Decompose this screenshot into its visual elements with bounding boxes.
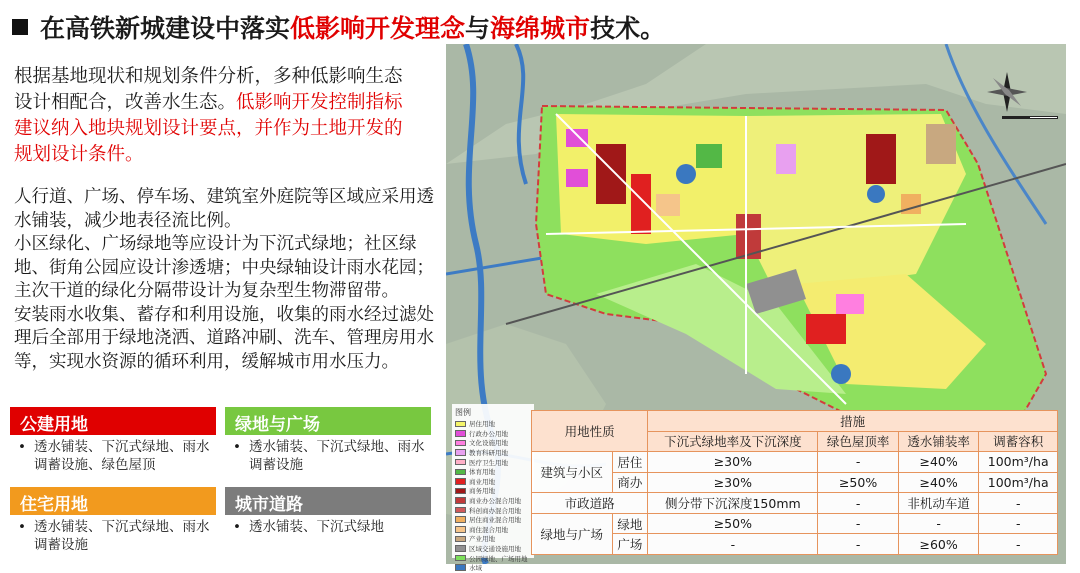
table-cell: ≥60% xyxy=(898,534,979,555)
measures-text xyxy=(14,186,434,374)
group-label: 建筑与小区 xyxy=(532,452,613,493)
legend-swatch-icon xyxy=(455,545,466,552)
map-legend xyxy=(452,404,534,573)
legend-item xyxy=(455,496,531,506)
legend-item xyxy=(455,438,531,448)
legend-label: 产业用地 xyxy=(469,535,495,544)
legend-label: 公园绿地、广场用地 xyxy=(469,554,528,563)
intro-highlight-text: 低影响开发控制指标建议纳入地块规划设计要点，并作为土地开发的规划设计条件。 xyxy=(14,92,403,165)
row-sub-label: 商办 xyxy=(612,472,648,493)
title-part-3: 与 xyxy=(465,14,491,43)
subheader: 调蓄容积 xyxy=(979,431,1058,452)
legend-swatch-icon xyxy=(455,459,466,466)
measure-paragraph: 人行道、广场、停车场、建筑室外庭院等区域应采用透水铺装，减少地表径流比例。 xyxy=(14,187,434,231)
legend-item xyxy=(455,486,531,496)
group-label: 绿地与广场 xyxy=(532,513,613,554)
legend-label: 体育用地 xyxy=(469,468,495,477)
title-part-5: 技术。 xyxy=(590,14,666,43)
legend-item xyxy=(455,563,531,573)
legend-swatch-icon xyxy=(455,449,466,456)
table-cell: - xyxy=(818,513,899,534)
legend-label: 区域交通设施用地 xyxy=(469,545,521,554)
legend-swatch-icon xyxy=(455,555,466,562)
legend-swatch-icon xyxy=(455,430,466,437)
card-title: 住宅用地 xyxy=(10,487,216,515)
legend-item xyxy=(455,505,531,515)
card-green-square xyxy=(225,407,431,474)
legend-item xyxy=(455,477,531,487)
legend-label: 水域 xyxy=(469,564,482,573)
legend-item xyxy=(455,457,531,467)
card-public-building xyxy=(10,407,216,474)
subheader: 绿色屋顶率 xyxy=(818,431,899,452)
legend-item xyxy=(455,515,531,525)
intro-paragraph xyxy=(14,64,419,168)
row-sub-label: 居住 xyxy=(612,452,648,473)
legend-label: 文化设施用地 xyxy=(469,439,508,448)
north-arrow-icon xyxy=(985,70,1029,114)
table-cell: - xyxy=(818,534,899,555)
legend-swatch-icon xyxy=(455,516,466,523)
table-cell: 侧分带下沉深度150mm xyxy=(648,493,818,514)
header-land-type: 用地性质 xyxy=(532,411,648,452)
header-measures: 措施 xyxy=(648,411,1058,432)
table-cell: - xyxy=(648,534,818,555)
table-cell: ≥40% xyxy=(898,452,979,473)
legend-item xyxy=(455,544,531,554)
title-highlight-sponge-city: 海绵城市 xyxy=(490,14,591,43)
subheader: 透水铺装率 xyxy=(898,431,979,452)
measure-paragraph: 安装雨水收集、蓄存和利用设施，收集的雨水经过滤处理后全部用于绿地浇洒、道路冲刷、洗车、管理房用水等，实现水资源的循环利用，缓解城市用水压力。 xyxy=(14,304,434,372)
legend-label: 商业办公混合用地 xyxy=(469,497,521,506)
legend-label: 商务用地 xyxy=(469,487,495,496)
card-item: • 透水铺装、下沉式绿地、雨水调蓄设施、绿色屋顶 xyxy=(18,438,216,474)
table-cell: 非机动车道 xyxy=(898,493,979,514)
card-title: 公建用地 xyxy=(10,407,216,435)
legend-label: 居住商业混合用地 xyxy=(469,516,521,525)
legend-item xyxy=(455,429,531,439)
legend-item xyxy=(455,448,531,458)
table-cell: ≥50% xyxy=(648,513,818,534)
page-title xyxy=(12,8,665,46)
legend-label: 医疗卫生用地 xyxy=(469,458,508,467)
title-part-1: 在高铁新城建设中落实 xyxy=(40,14,291,43)
legend-swatch-icon xyxy=(455,497,466,504)
legend-swatch-icon xyxy=(455,469,466,476)
title-highlight-lid: 低影响开发理念 xyxy=(290,14,466,43)
row-sub-label: 绿地 xyxy=(612,513,648,534)
table-cell: 100m³/ha xyxy=(979,452,1058,473)
legend-label: 行政办公用地 xyxy=(469,429,508,438)
card-item: • 透水铺装、下沉式绿地、雨水调蓄设施 xyxy=(233,438,431,474)
table-cell: ≥30% xyxy=(648,452,818,473)
legend-item xyxy=(455,525,531,535)
legend-item xyxy=(455,534,531,544)
legend-item xyxy=(455,419,531,429)
card-title: 城市道路 xyxy=(225,487,431,515)
legend-swatch-icon xyxy=(455,478,466,485)
legend-swatch-icon xyxy=(455,421,466,428)
scale-bar-icon xyxy=(1002,116,1058,119)
card-item: • 透水铺装、下沉式绿地、雨水调蓄设施 xyxy=(18,518,216,554)
table-cell: - xyxy=(818,493,899,514)
table-cell: - xyxy=(979,513,1058,534)
legend-label: 居住用地 xyxy=(469,420,495,429)
table-cell: - xyxy=(818,452,899,473)
row-sub-label: 广场 xyxy=(612,534,648,555)
table-cell: 100m³/ha xyxy=(979,472,1058,493)
intro-normal-text: 根据基地现状和规划条件分析，多种低影响生态设计相配合，改善水生态。 xyxy=(14,66,403,113)
legend-title: 图例 xyxy=(455,408,471,417)
legend-swatch-icon xyxy=(455,440,466,447)
legend-swatch-icon xyxy=(455,488,466,495)
measure-paragraph: 小区绿化、广场绿地等应设计为下沉式绿地；社区绿地、街角公园应设计渗透塘；中央绿轴设计雨水花园；主次干道的绿化分隔带设计为复杂型生物滞留带。 xyxy=(14,234,434,301)
legend-label: 商业用地 xyxy=(469,477,495,486)
legend-item xyxy=(455,467,531,477)
card-title: 绿地与广场 xyxy=(225,407,431,435)
title-bullet-icon xyxy=(12,19,28,35)
legend-label: 科创商办混合用地 xyxy=(469,506,521,515)
table-cell: ≥50% xyxy=(818,472,899,493)
card-residential xyxy=(10,487,216,554)
card-item: • 透水铺装、下沉式绿地 xyxy=(233,518,431,536)
table-cell: - xyxy=(979,493,1058,514)
card-urban-road xyxy=(225,487,431,536)
table-cell: ≥30% xyxy=(648,472,818,493)
legend-label: 教育科研用地 xyxy=(469,449,508,458)
table-cell: - xyxy=(979,534,1058,555)
legend-label: 商住混合用地 xyxy=(469,525,508,534)
legend-swatch-icon xyxy=(455,536,466,543)
table-cell: ≥40% xyxy=(898,472,979,493)
lid-measures-table xyxy=(531,410,1058,555)
legend-swatch-icon xyxy=(455,507,466,514)
legend-swatch-icon xyxy=(455,526,466,533)
road-label: 市政道路 xyxy=(532,493,648,514)
legend-item xyxy=(455,553,531,563)
subheader: 下沉式绿地率及下沉深度 xyxy=(648,431,818,452)
legend-swatch-icon xyxy=(455,564,466,571)
table-cell: - xyxy=(898,513,979,534)
